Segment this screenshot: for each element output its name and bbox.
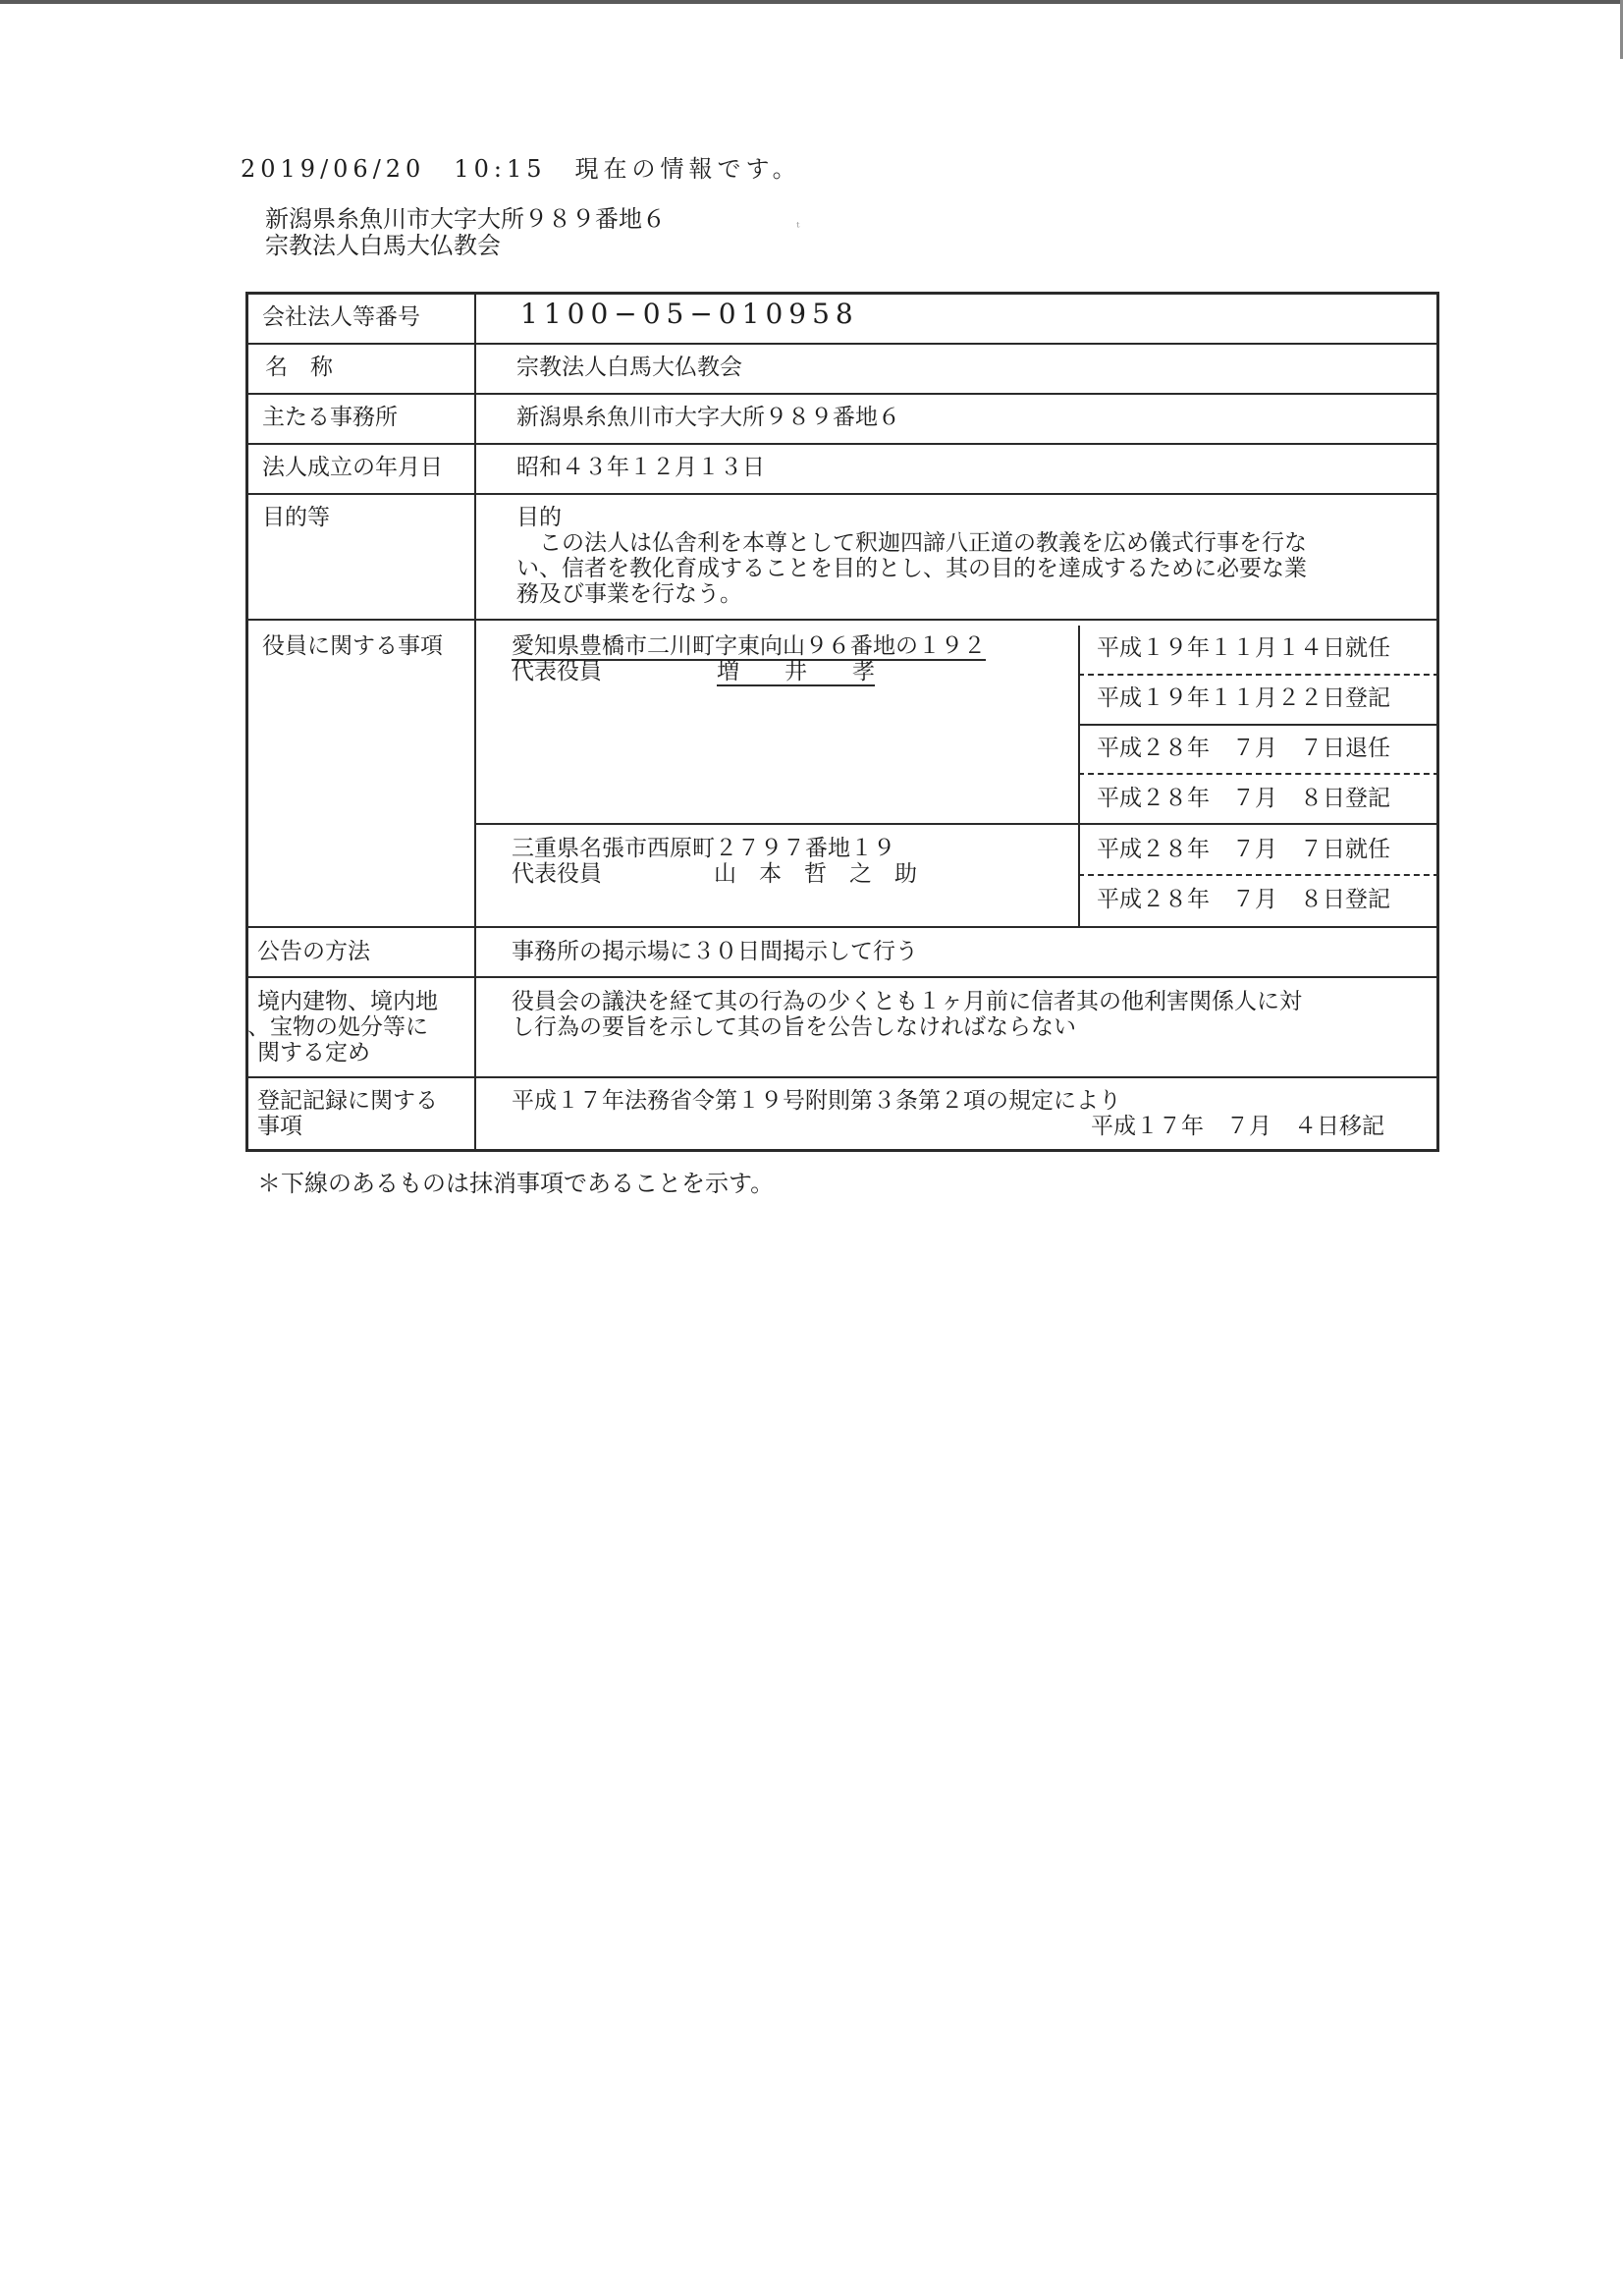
date-line <box>1078 724 1439 726</box>
main-office-value: 新潟県糸魚川市大字大所９８９番地６ <box>516 405 900 430</box>
property-label: 、宝物の処分等に <box>247 1014 428 1040</box>
timestamp: 2019/06/20 10:15 現在の情報です。 <box>241 155 801 183</box>
address-line-2: 宗教法人白馬大仏教会 <box>265 232 501 259</box>
purpose-label: 目的等 <box>262 505 330 530</box>
property-line: し行為の要旨を示して其の旨を公告しなければならない <box>512 1014 1076 1040</box>
row-line <box>245 976 1439 978</box>
name-label: 名 称 <box>265 355 333 380</box>
date-dash <box>1078 874 1439 876</box>
row-line <box>245 493 1439 495</box>
officer-divider <box>474 823 1439 825</box>
corporate-number-value: 1100−05−010958 <box>520 298 859 330</box>
property-label: 関する定め <box>257 1040 370 1066</box>
row-line <box>245 926 1439 928</box>
registry-label: 登記記録に関する <box>257 1088 438 1114</box>
main-office-label: 主たる事務所 <box>262 405 398 430</box>
registry-date: 平成１７年 ７月 ４日移記 <box>1091 1114 1384 1139</box>
registry-label: 事項 <box>257 1114 302 1139</box>
table-divider <box>474 292 476 1152</box>
footnote: ＊下線のあるものは抹消事項であることを示す。 <box>257 1170 775 1197</box>
officer-1-date: 平成１９年１１月２２日登記 <box>1097 685 1390 711</box>
purpose-line: 務及び事業を行なう。 <box>516 581 742 607</box>
officer-2-person: 山 本 哲 之 助 <box>714 861 917 887</box>
name-value: 宗教法人白馬大仏教会 <box>516 355 742 380</box>
row-line <box>245 443 1439 445</box>
established-label: 法人成立の年月日 <box>262 455 443 480</box>
purpose-line: い、信者を教化育成することを目的とし、其の目的を達成するために必要な業 <box>516 556 1307 581</box>
officer-1-date: 平成２８年 ７月 ８日登記 <box>1097 786 1390 811</box>
established-value: 昭和４３年１２月１３日 <box>516 455 765 480</box>
purpose-heading: 目的 <box>516 505 562 530</box>
row-line <box>245 343 1439 345</box>
date-dash <box>1078 674 1439 676</box>
officer-1-person: 増 井 孝 <box>717 659 875 684</box>
officer-1-date: 平成１９年１１月１４日就任 <box>1097 635 1390 661</box>
officer-2-date: 平成２８年 ７月 ７日就任 <box>1097 837 1390 862</box>
address-line-1: 新潟県糸魚川市大字大所９８９番地６ <box>265 205 666 233</box>
property-label: 境内建物、境内地 <box>257 989 438 1014</box>
purpose-line: この法人は仏舎利を本尊として釈迦四諦八正道の教義を広め儀式行事を行な <box>516 530 1307 556</box>
scan-edge <box>0 0 1623 4</box>
date-dash <box>1078 773 1439 775</box>
row-line <box>245 393 1439 395</box>
public-notice-value: 事務所の掲示場に３０日間掲示して行う <box>512 939 918 964</box>
officer-1-date: 平成２８年 ７月 ７日退任 <box>1097 736 1390 761</box>
officer-1-address: 愛知県豊橋市二川町字東向山９６番地の１９２ <box>512 633 986 659</box>
officer-1-role: 代表役員 <box>512 659 602 684</box>
row-line <box>245 1076 1439 1078</box>
registry-value: 平成１７年法務省令第１９号附則第３条第２項の規定により <box>512 1088 1121 1114</box>
officers-label: 役員に関する事項 <box>262 633 443 659</box>
public-notice-label: 公告の方法 <box>257 939 370 964</box>
officer-2-address: 三重県名張市西原町２７９７番地１９ <box>512 836 895 861</box>
property-line: 役員会の議決を経て其の行為の少くとも１ヶ月前に信者其の他利害関係人に対 <box>512 989 1302 1014</box>
row-line <box>245 619 1439 621</box>
officer-2-date: 平成２８年 ７月 ８日登記 <box>1097 887 1390 912</box>
corporate-number-label: 会社法人等番号 <box>262 304 420 330</box>
scan-speck: ᵗ <box>796 220 800 236</box>
officer-2-role: 代表役員 <box>512 861 602 887</box>
date-column-divider <box>1078 626 1080 926</box>
